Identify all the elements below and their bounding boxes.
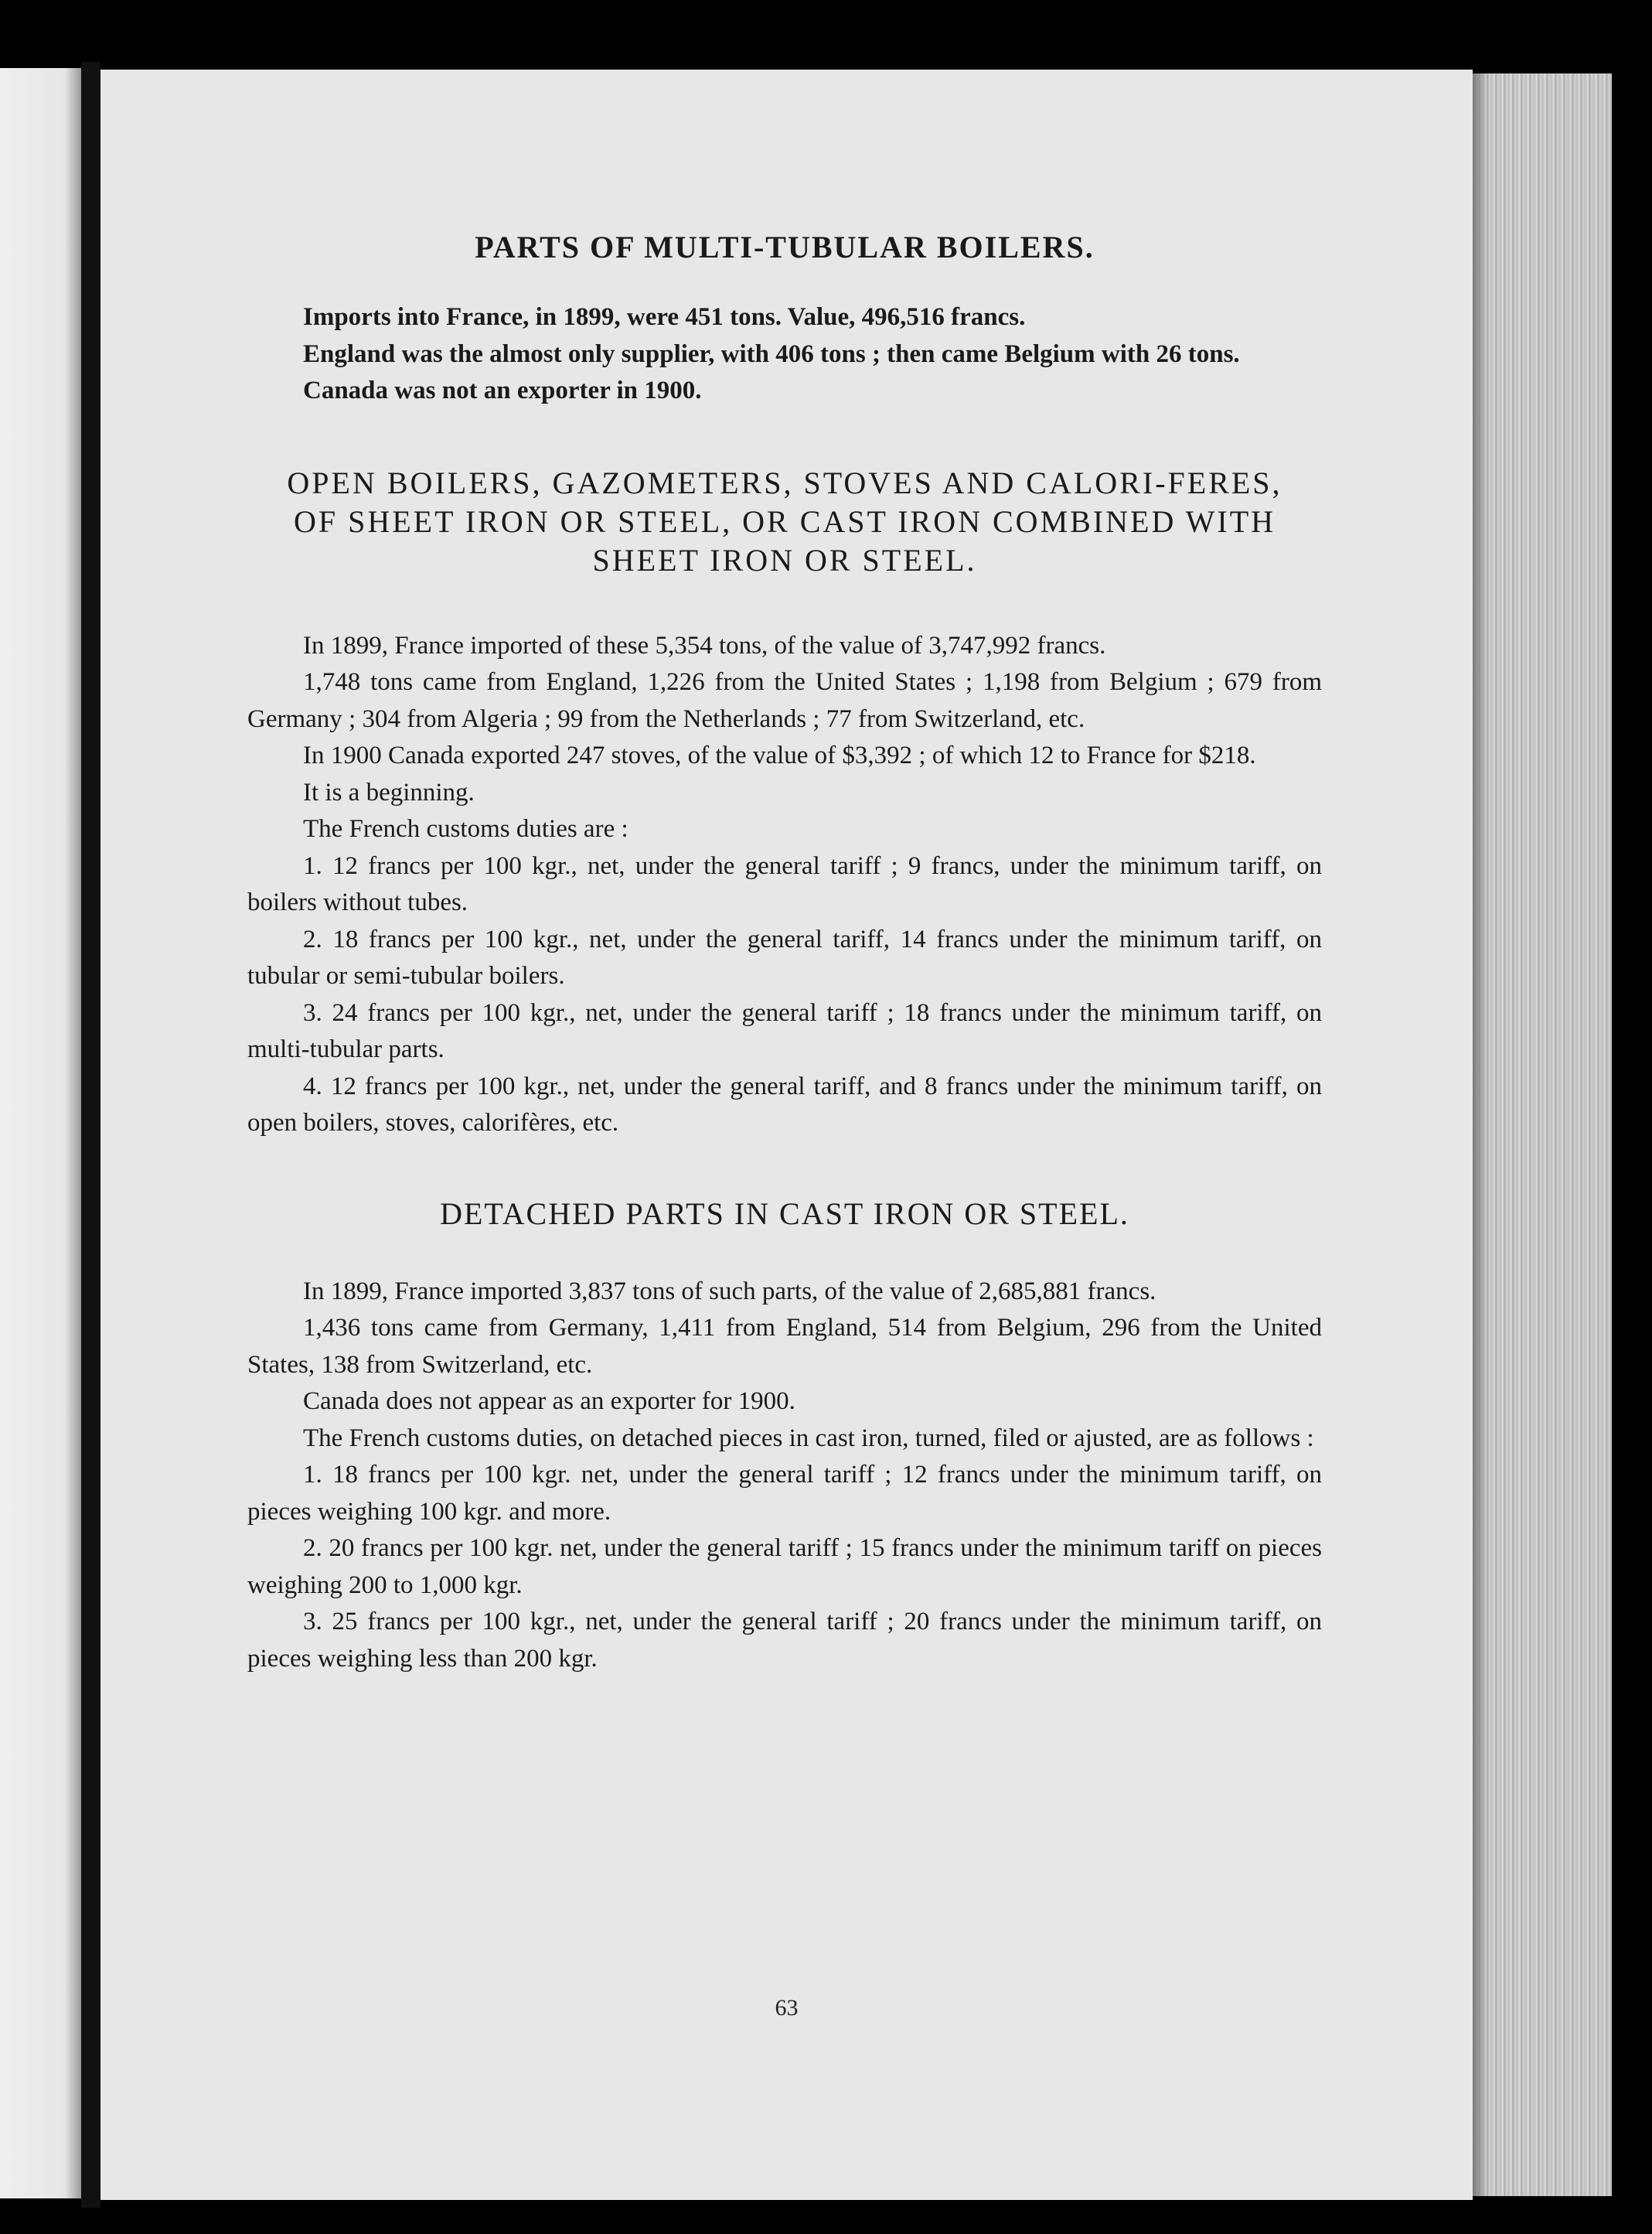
paragraph: In 1899, France imported of these 5,354 tons, of the value of 3,747,992 francs. <box>303 631 1106 660</box>
tariff-item: 2. 20 francs per 100 kgr. net, under the general tariff ; 15 francs under the minimum tariff on pieces weighing 200 to 1,000 kgr. <box>247 1534 1322 1599</box>
section-detached-parts <box>247 1195 1322 1678</box>
page-stack-shadow <box>1473 73 1488 2196</box>
tariff-item: 3. 25 francs per 100 kgr., net, under the general tariff ; 20 francs under the minimum tariff, on pieces weighing less than 200 kgr. <box>247 1608 1322 1673</box>
section-heading: DETACHED PARTS IN CAST IRON OR STEEL. <box>440 1195 1129 1231</box>
paragraph: The French customs duties, on detached pieces in cast iron, turned, filed or ajusted, are as follows : <box>303 1424 1314 1452</box>
section-heading: OPEN BOILERS, GAZOMETERS, STOVES AND CALORI-FERES, OF SHEET IRON OR STEEL, OR CAST IRON COMBINED WITH SHEET IRON OR STEEL. <box>287 465 1282 578</box>
page-stack-edge <box>1473 73 1612 2196</box>
book-gutter <box>81 62 100 2208</box>
page-text-block <box>247 228 1322 1677</box>
section-heading: PARTS OF MULTI-TUBULAR BOILERS. <box>475 230 1095 264</box>
page-number: 63 <box>775 1995 799 2021</box>
tariff-item: 1. 18 francs per 100 kgr. net, under the general tariff ; 12 francs under the minimum tariff, on pieces weighing 100 kgr. and more. <box>247 1461 1322 1526</box>
paragraph: In 1900 Canada exported 247 stoves, of the value of $3,392 ; of which 12 to France for $218. <box>303 742 1256 769</box>
tariff-item: 2. 18 francs per 100 kgr., net, under the general tariff, 14 francs under the minimum tariff, on tubular or semi-tubular boilers. <box>247 925 1322 990</box>
left-page-edge <box>0 68 81 2198</box>
tariff-item: 1. 12 francs per 100 kgr., net, under the general tariff ; 9 francs, under the minimum tariff, on boilers without tubes. <box>247 851 1322 916</box>
paragraph: In 1899, France imported 3,837 tons of such parts, of the value of 2,685,881 francs. <box>303 1277 1156 1305</box>
tariff-item: 4. 12 francs per 100 kgr., net, under the general tariff, and 8 francs under the minimum tariff, on open boilers, stoves, calorifères, etc. <box>247 1072 1322 1137</box>
paragraph: It is a beginning. <box>303 778 475 807</box>
paragraph: Canada does not appear as an exporter for 1900. <box>303 1387 795 1415</box>
section-open-boilers <box>247 464 1322 1142</box>
paragraph: 1,748 tons came from England, 1,226 from the United States ; 1,198 from Belgium ; 679 from Germany ; 304 from Algeria ; 99 from the Netherlands ; 77 from Switzerland, etc. <box>247 668 1322 733</box>
section-multi-tubular-boilers <box>247 228 1322 410</box>
paragraph: Canada was not an exporter in 1900. <box>303 377 702 404</box>
paragraph: Imports into France, in 1899, were 451 tons. Value, 496,516 francs. <box>303 303 1026 331</box>
tariff-item: 3. 24 francs per 100 kgr., net, under the general tariff ; 18 francs under the minimum tariff, on multi-tubular parts. <box>247 998 1322 1063</box>
paragraph: 1,436 tons came from Germany, 1,411 from England, 514 from Belgium, 296 from the United States, 138 from Switzerland, etc. <box>247 1314 1322 1379</box>
paragraph: The French customs duties are : <box>303 815 628 843</box>
paragraph: England was the almost only supplier, with 406 tons ; then came Belgium with 26 tons. <box>303 339 1240 368</box>
book-page <box>100 70 1473 2200</box>
